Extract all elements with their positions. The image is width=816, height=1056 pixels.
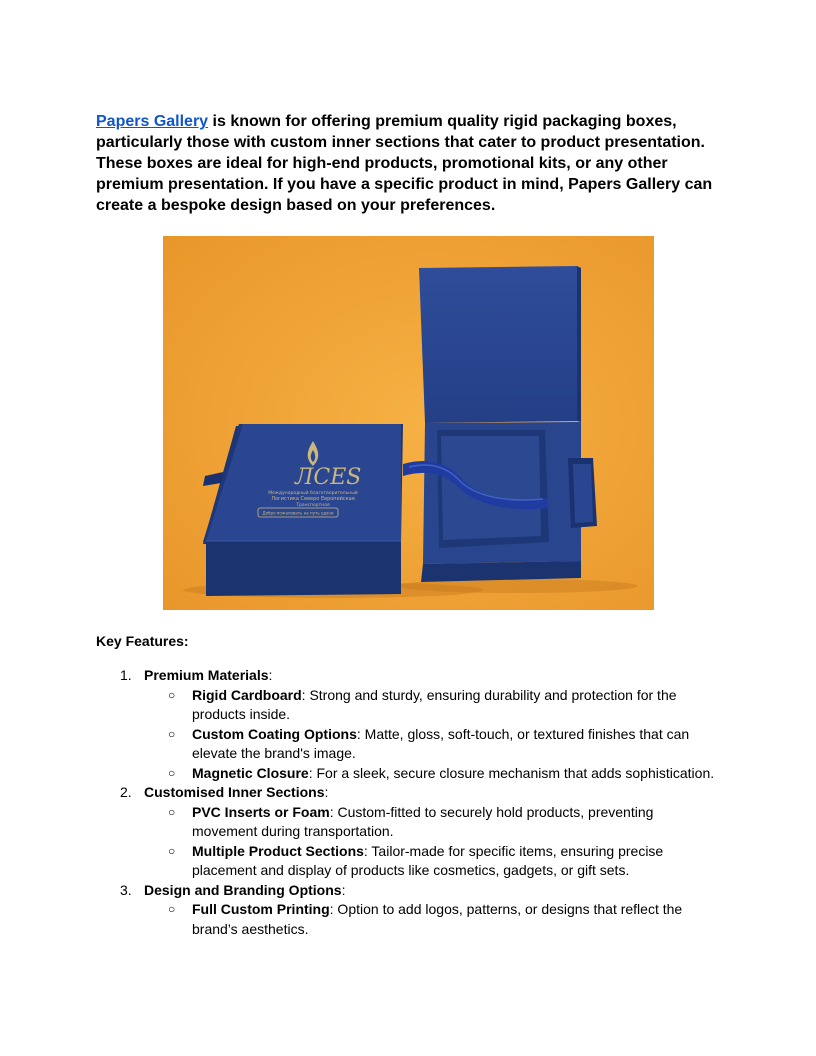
feature-item [0,881,816,901]
feature-sub-item [0,725,722,764]
hollow-bullet-icon: ○ [168,726,176,741]
box-logo-text: ЛСЕЅ [295,465,362,490]
feature-sub-item [0,803,722,842]
feature-title: Premium Materials [144,667,269,683]
sub-item-title: Full Custom Printing [192,901,330,917]
feature-sub-item [0,900,722,939]
open-box [403,266,597,582]
feature-separator: : [341,881,346,898]
product-photo [163,236,654,610]
sub-item-text: : Option to add logos, patterns, or designs that reflect the brand’s aesthetics. [192,901,683,937]
intro-text: is known for offering premium quality rigid packaging boxes, particularly those with custom inner sections that cater to product presentation. These boxes are ideal for high-end products, promotional kits, or any other premium presentation. If you have a specific product in mind, Papers Gallery can create a bespoke design based on your preferences. [96,113,713,214]
hollow-bullet-icon: ○ [168,843,176,858]
feature-sub-item [0,686,722,725]
feature-sub-item [0,842,722,881]
feature-separator: : [324,784,329,800]
hollow-bullet-icon: ○ [168,765,176,780]
feature-number: 1. [120,667,132,683]
feature-number: 3. [120,881,132,898]
box-text-line3: Транспортная [296,503,330,508]
closed-box [203,424,403,596]
feature-item [0,783,816,803]
feature-title: Customised Inner Sections [144,784,325,800]
hollow-bullet-icon: ○ [168,902,176,916]
sub-item-title: Multiple Product Sections [192,842,364,859]
sub-item-title: Rigid Cardboard [192,686,302,703]
sub-item-text: : Strong and sturdy, ensuring durability and protection for the products inside. [192,686,677,722]
key-features-heading: Key Features: [96,633,189,649]
feature-title: Design and Branding Options [144,881,342,898]
hollow-bullet-icon: ○ [168,687,176,702]
feature-item [0,666,816,686]
feature-sub-item [0,764,722,784]
sub-item-text: : For a sleek, secure closure mechanism that adds sophistication. [308,764,715,781]
feature-separator: : [268,667,273,683]
features-list [0,666,816,939]
sub-item-text: : Custom-fitted to securely hold products, preventing movement during transportation. [192,803,654,839]
feature-number: 2. [120,784,132,800]
sub-item-title: Magnetic Closure [192,764,309,781]
box-text-line2: Логистика Северо Европейская [271,496,355,502]
sub-item-text: : Tailor-made for specific items, ensuring precise placement and display of products like cosmetics, gadgets, or gift sets. [192,842,664,878]
box-text-line1: Международный благотворительный [268,491,358,496]
sub-item-text: : Matte, gloss, soft-touch, or textured finishes that can elevate the brand's image. [192,725,690,761]
sub-item-title: PVC Inserts or Foam [192,803,330,820]
intro-paragraph [96,111,736,216]
hollow-bullet-icon: ○ [168,804,176,819]
sub-item-title: Custom Coating Options [192,725,357,742]
papers-gallery-link[interactable]: Papers Gallery [96,113,209,130]
box-badge-text: Добро пожаловать на путь удачи [262,510,334,516]
